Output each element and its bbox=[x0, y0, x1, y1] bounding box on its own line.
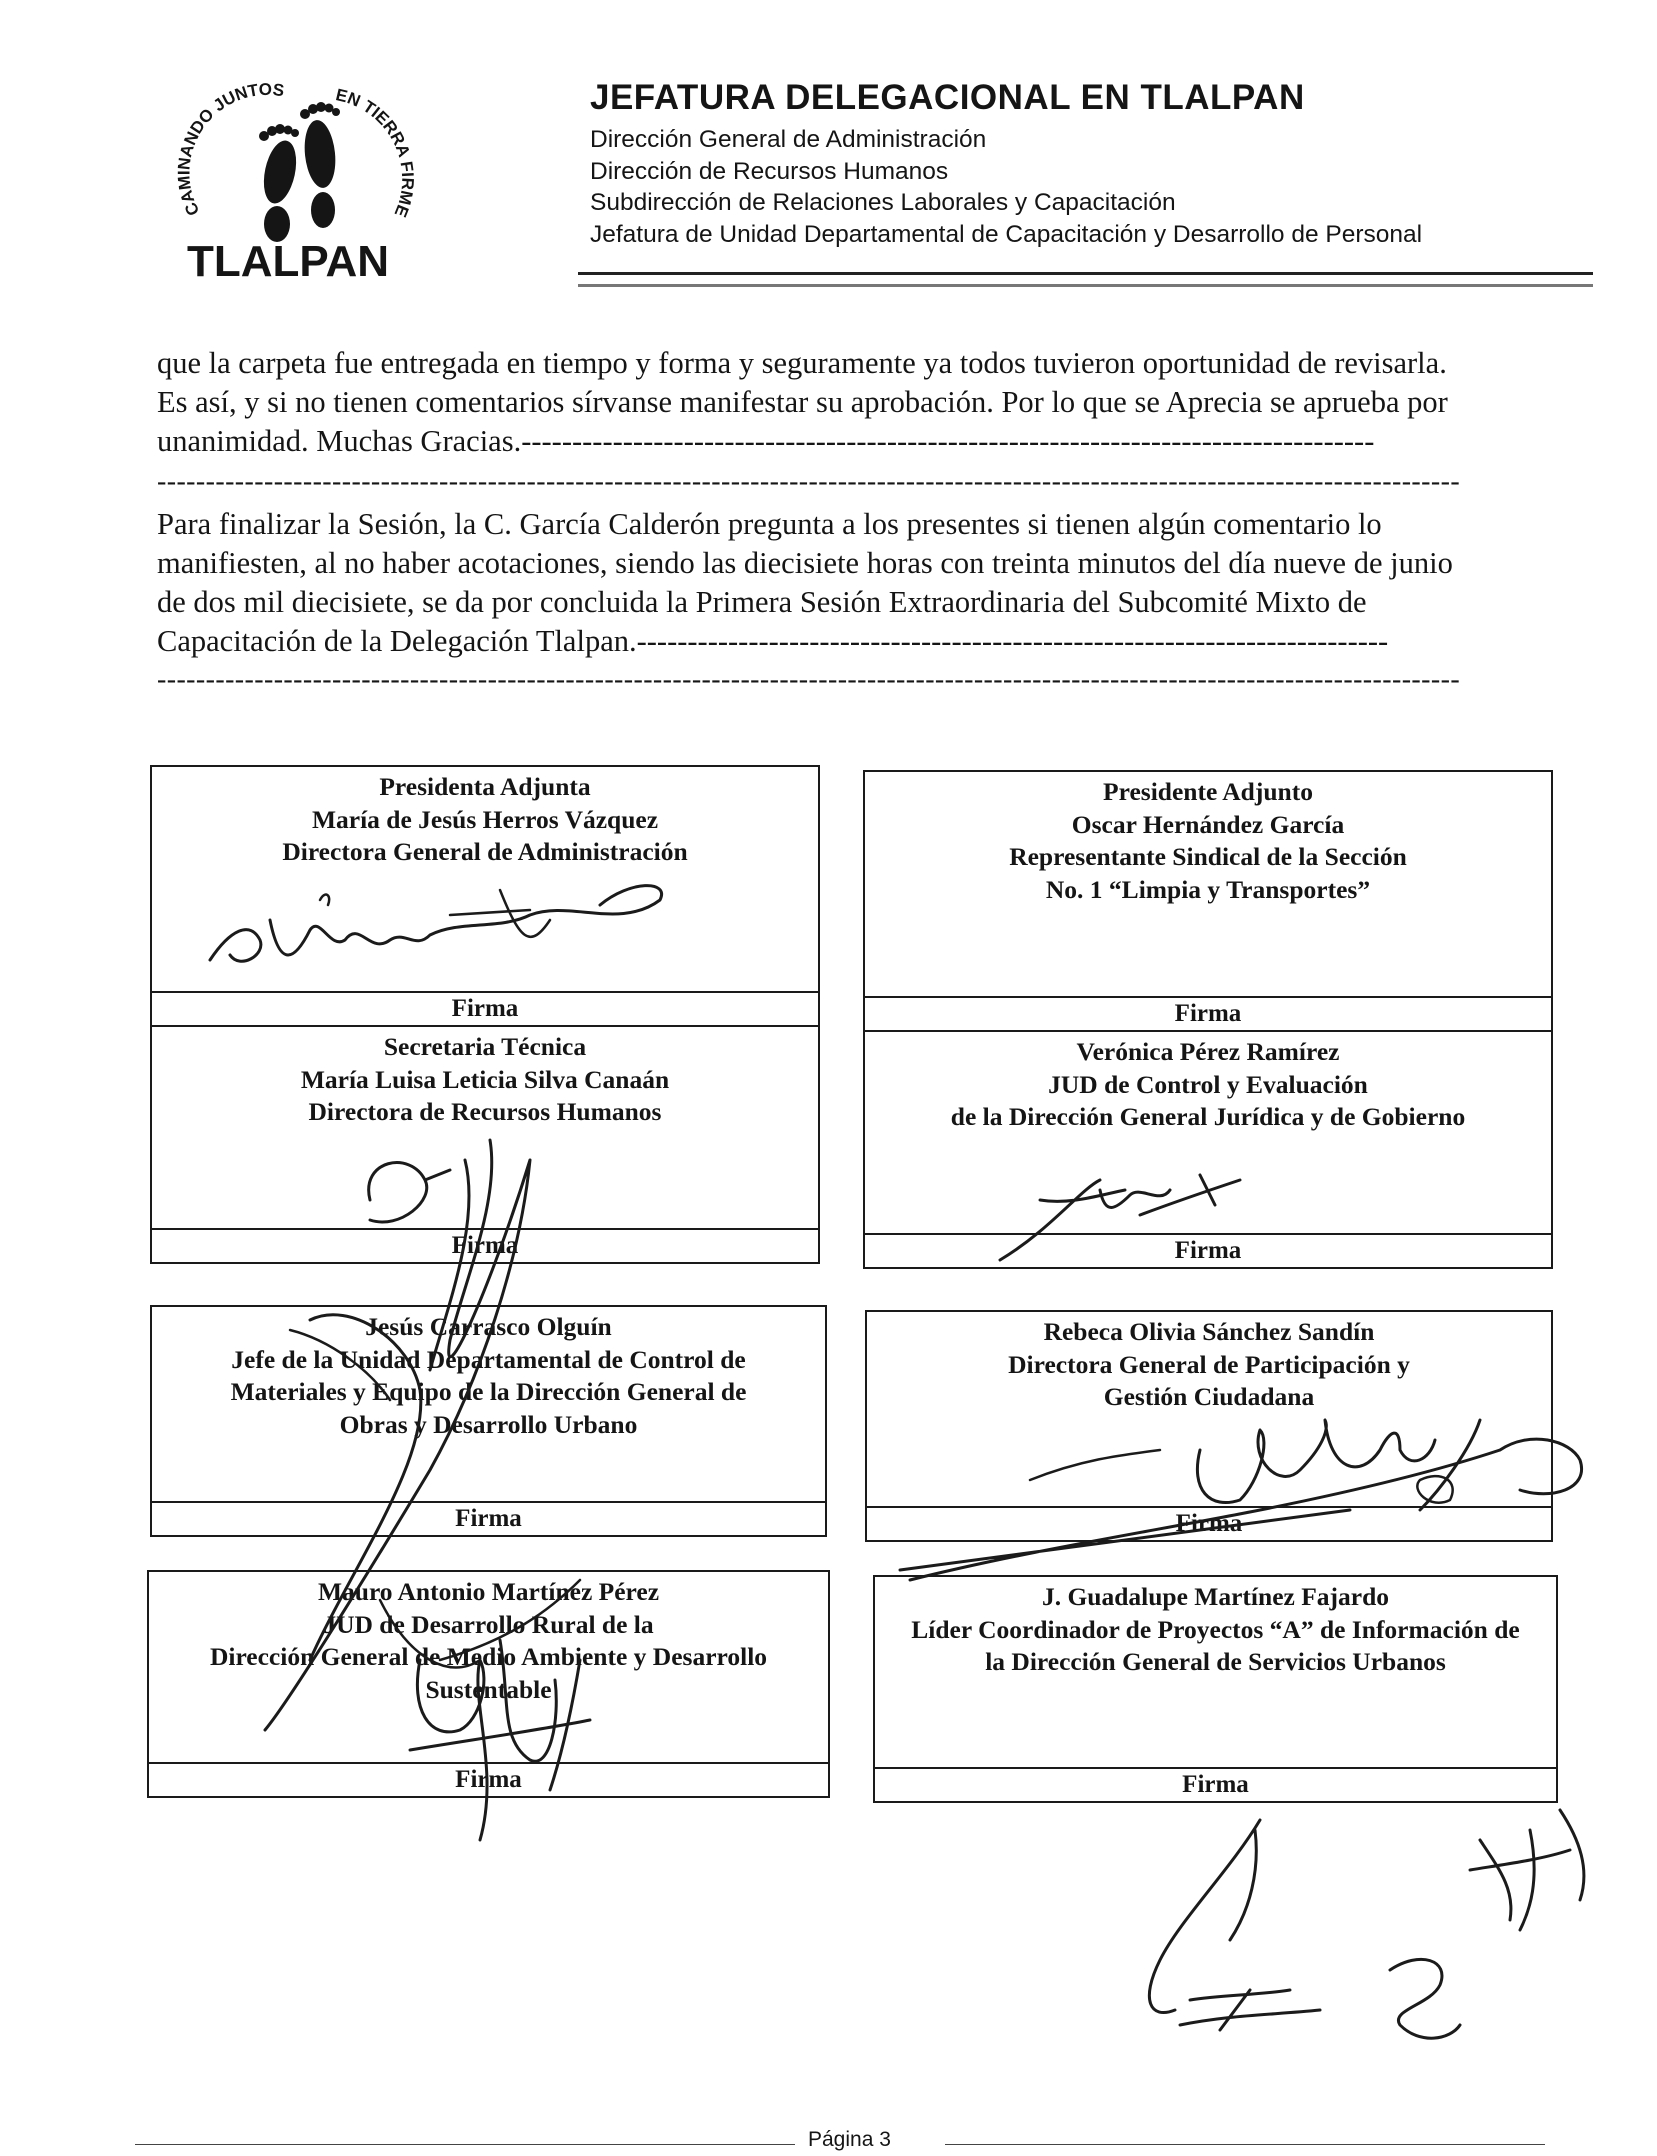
signer-position: Directora de Recursos Humanos bbox=[308, 1097, 662, 1126]
closing-paragraph-approval bbox=[157, 344, 1594, 461]
signer-name: Rebeca Olivia Sánchez Sandín bbox=[1043, 1317, 1375, 1346]
role-title: Presidente Adjunto bbox=[1103, 777, 1313, 806]
firma-label: Firma bbox=[865, 996, 1551, 1030]
handwritten-signature bbox=[880, 1370, 1600, 1590]
closing-paragraph-session-end bbox=[157, 505, 1594, 661]
signer-position: Directora General de Participación y bbox=[1008, 1349, 1410, 1379]
signer-name: J. Guadalupe Martínez Fajardo bbox=[1041, 1582, 1390, 1611]
letterhead-line-3: Subdirección de Relaciones Laborales y Capacitación bbox=[590, 189, 1176, 217]
signer-position: Jefe de la Unidad Departamental de Control de bbox=[231, 1344, 746, 1374]
handwritten-signature bbox=[380, 1620, 640, 1850]
page-number: Página 3 bbox=[808, 2128, 891, 2151]
text-line: que la carpeta fue entregada en tiempo y forma y seguramente ya todos tuvieron oportunidad de revisarla. bbox=[157, 346, 1447, 380]
text-line: manifiesten, al no haber acotaciones, siendo las diecisiete horas con treinta minutos del día nueve de junio bbox=[157, 546, 1453, 580]
signer-name: Jesús Carrasco Olguín bbox=[365, 1312, 612, 1341]
letterhead-line-2: Dirección de Recursos Humanos bbox=[590, 157, 949, 185]
signer-position: Materiales y Equipo de la Dirección General de bbox=[230, 1377, 747, 1406]
handwritten-signature bbox=[200, 860, 700, 990]
firma-label: Firma bbox=[865, 1233, 1551, 1267]
signer-position: Obras y Desarrollo Urbano bbox=[339, 1409, 638, 1439]
handwritten-signature bbox=[990, 1160, 1290, 1270]
dash-separator: -------------------------------------------------------------------------------------------------------------------------------------- bbox=[157, 664, 1461, 695]
firma-label: Firma bbox=[152, 991, 818, 1025]
firma-label: Firma bbox=[152, 1228, 818, 1262]
signer-name: Mauro Antonio Martínez Pérez bbox=[317, 1577, 660, 1606]
svg-text:EN TIERRA FIRME bbox=[334, 85, 417, 220]
footprints-icon bbox=[259, 102, 340, 242]
text-line: Capacitación de la Delegación Tlalpan.-------------------------------------------------------------------------- bbox=[157, 624, 1389, 658]
role-title: Presidenta Adjunta bbox=[379, 772, 591, 801]
signer-position: JUD de Control y Evaluación bbox=[1048, 1069, 1368, 1099]
letterhead-title: JEFATURA DELEGACIONAL EN TLALPAN bbox=[590, 78, 1305, 117]
signer-name: María de Jesús Herros Vázquez bbox=[311, 804, 659, 834]
role-title: Secretaria Técnica bbox=[383, 1032, 587, 1061]
signer-position: No. 1 “Limpia y Transportes” bbox=[1045, 874, 1371, 904]
text-line: de dos mil diecisiete, se da por concluida la Primera Sesión Extraordinaria del Subcomité Mixto de bbox=[157, 585, 1367, 619]
signer-position: Directora General de Administración bbox=[282, 837, 688, 866]
signer-position: Representante Sindical de la Sección bbox=[1009, 842, 1407, 871]
signature-box-servicios-urbanos bbox=[873, 1575, 1558, 1803]
text-line: unanimidad. Muchas Gracias.------------------------------------------------------------------------------------ bbox=[157, 424, 1375, 458]
logo-arc-text-left: CAMINANDO JUNTOS bbox=[174, 79, 286, 219]
letterhead-line-1: Dirección General de Administración bbox=[590, 126, 987, 154]
handwritten-signature bbox=[1120, 1810, 1600, 2050]
tlalpan-logo bbox=[160, 62, 420, 294]
signer-position: JUD de Desarrollo Rural de la bbox=[323, 1609, 654, 1639]
signature-box-presidente-adjunto bbox=[863, 770, 1553, 1032]
signer-name: Oscar Hernández García bbox=[1071, 809, 1345, 839]
firma-label: Firma bbox=[152, 1501, 825, 1535]
firma-label: Firma bbox=[867, 1506, 1551, 1540]
firma-label: Firma bbox=[149, 1762, 828, 1796]
signer-position: la Dirección General de Servicios Urbanos bbox=[985, 1647, 1446, 1676]
header-divider bbox=[578, 272, 1593, 275]
signer-position: Sustentable bbox=[425, 1674, 552, 1704]
logo-wordmark: TLALPAN bbox=[186, 237, 390, 286]
footer-rule bbox=[135, 2144, 795, 2145]
text-line: Es así, y si no tienen comentarios sírvanse manifestar su aprobación. Por lo que se Aprecia se aprueba por bbox=[157, 385, 1448, 419]
dash-separator: -------------------------------------------------------------------------------------------------------------------------------------- bbox=[157, 466, 1461, 497]
signer-position: Líder Coordinador de Proyectos “A” de Información de bbox=[911, 1614, 1520, 1644]
letterhead bbox=[590, 78, 1422, 250]
header-divider bbox=[578, 284, 1593, 287]
letterhead-line-4: Jefatura de Unidad Departamental de Capacitación y Desarrollo de Personal bbox=[590, 220, 1423, 248]
text-line: Para finalizar la Sesión, la C. García Calderón pregunta a los presentes si tienen algún comentario lo bbox=[157, 507, 1382, 541]
firma-label: Firma bbox=[875, 1767, 1556, 1801]
footer-rule bbox=[945, 2144, 1545, 2145]
signer-position: de la Dirección General Jurídica y de Gobierno bbox=[950, 1102, 1466, 1131]
signer-name: María Luisa Leticia Silva Canaán bbox=[300, 1064, 670, 1094]
signer-position: Dirección General de Medio Ambiente y Desarrollo bbox=[209, 1642, 768, 1671]
signer-name: Verónica Pérez Ramírez bbox=[1076, 1037, 1340, 1066]
logo-arc-text-right: EN TIERRA FIRME bbox=[333, 85, 418, 220]
signer-position: Gestión Ciudadana bbox=[1103, 1382, 1315, 1411]
